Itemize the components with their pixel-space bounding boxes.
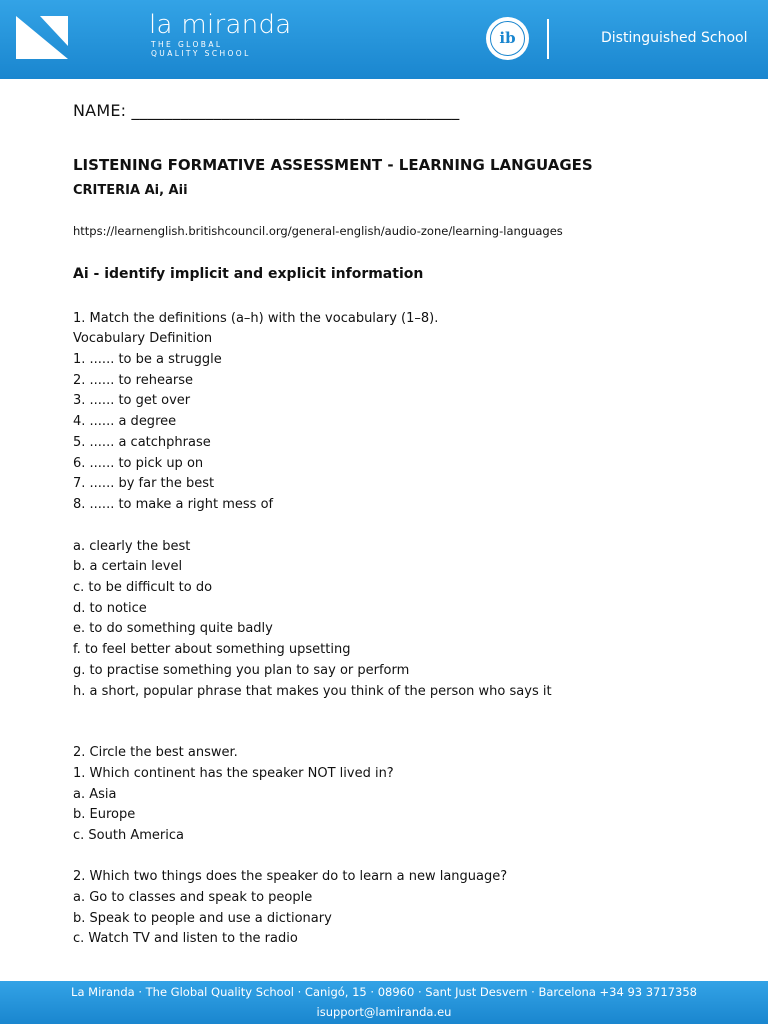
footer-address: La Miranda · The Global Quality School · Canigó, 15 · 08960 · Sant Just Desvern · Barcelona +34 93 3717358: [71, 985, 697, 999]
definition-item: f. to feel better about something upsetting: [73, 642, 351, 657]
footer-email[interactable]: isupport@lamiranda.eu: [316, 1005, 452, 1019]
source-url[interactable]: https://learnenglish.britishcouncil.org/general-english/audio-zone/learning-languages: [73, 224, 563, 238]
page-footer: [0, 981, 768, 1024]
vocab-item: 2. ...... to rehearse: [73, 373, 194, 388]
brand-wordmark: [149, 10, 292, 58]
brand-tagline-2: QUALITY SCHOOL: [151, 49, 251, 58]
q2-1-question: 1. Which continent has the speaker NOT lived in?: [73, 766, 394, 781]
header-divider: [547, 19, 549, 59]
vocab-item: 4. ...... a degree: [73, 414, 177, 429]
distinguished-school-label: Distinguished School: [601, 30, 748, 46]
q1-subheader: Vocabulary Definition: [73, 331, 213, 346]
brand-name: la miranda: [149, 10, 292, 40]
answer-option[interactable]: a. Go to classes and speak to people: [73, 890, 313, 905]
q2-2-question: 2. Which two things does the speaker do to learn a new language?: [73, 869, 508, 884]
document-title: LISTENING FORMATIVE ASSESSMENT - LEARNING LANGUAGES: [73, 156, 593, 174]
answer-option[interactable]: c. Watch TV and listen to the radio: [73, 931, 298, 946]
brand-tagline-1: THE GLOBAL: [151, 40, 223, 49]
page-header: [0, 0, 768, 79]
vocab-item: 7. ...... by far the best: [73, 476, 215, 491]
answer-option[interactable]: b. Speak to people and use a dictionary: [73, 911, 332, 926]
section-heading: Ai - identify implicit and explicit information: [73, 266, 424, 282]
ib-letters: ib: [499, 29, 516, 47]
definition-item: c. to be difficult to do: [73, 580, 213, 595]
vocab-item: 1. ...... to be a struggle: [73, 352, 222, 367]
definition-item: a. clearly the best: [73, 539, 191, 554]
name-field: NAME: ________________________________________: [73, 101, 460, 120]
answer-option[interactable]: c. South America: [73, 828, 184, 843]
vocab-item: 8. ...... to make a right mess of: [73, 497, 274, 512]
definition-item: h. a short, popular phrase that makes you think of the person who says it: [73, 684, 552, 699]
criteria-label: CRITERIA Ai, Aii: [73, 183, 188, 198]
definition-item: d. to notice: [73, 601, 147, 616]
q2-instruction: 2. Circle the best answer.: [73, 745, 238, 760]
vocab-item: 5. ...... a catchphrase: [73, 435, 211, 450]
definition-item: b. a certain level: [73, 559, 183, 574]
definition-item: e. to do something quite badly: [73, 621, 273, 636]
answer-option[interactable]: a. Asia: [73, 787, 117, 802]
answer-option[interactable]: b. Europe: [73, 807, 136, 822]
vocab-item: 3. ...... to get over: [73, 393, 191, 408]
la-miranda-logo-icon: [16, 16, 68, 59]
vocab-item: 6. ...... to pick up on: [73, 456, 204, 471]
definition-item: g. to practise something you plan to say or perform: [73, 663, 410, 678]
ib-logo-icon: [486, 17, 529, 60]
q1-instruction: 1. Match the definitions (a–h) with the vocabulary (1–8).: [73, 311, 439, 326]
